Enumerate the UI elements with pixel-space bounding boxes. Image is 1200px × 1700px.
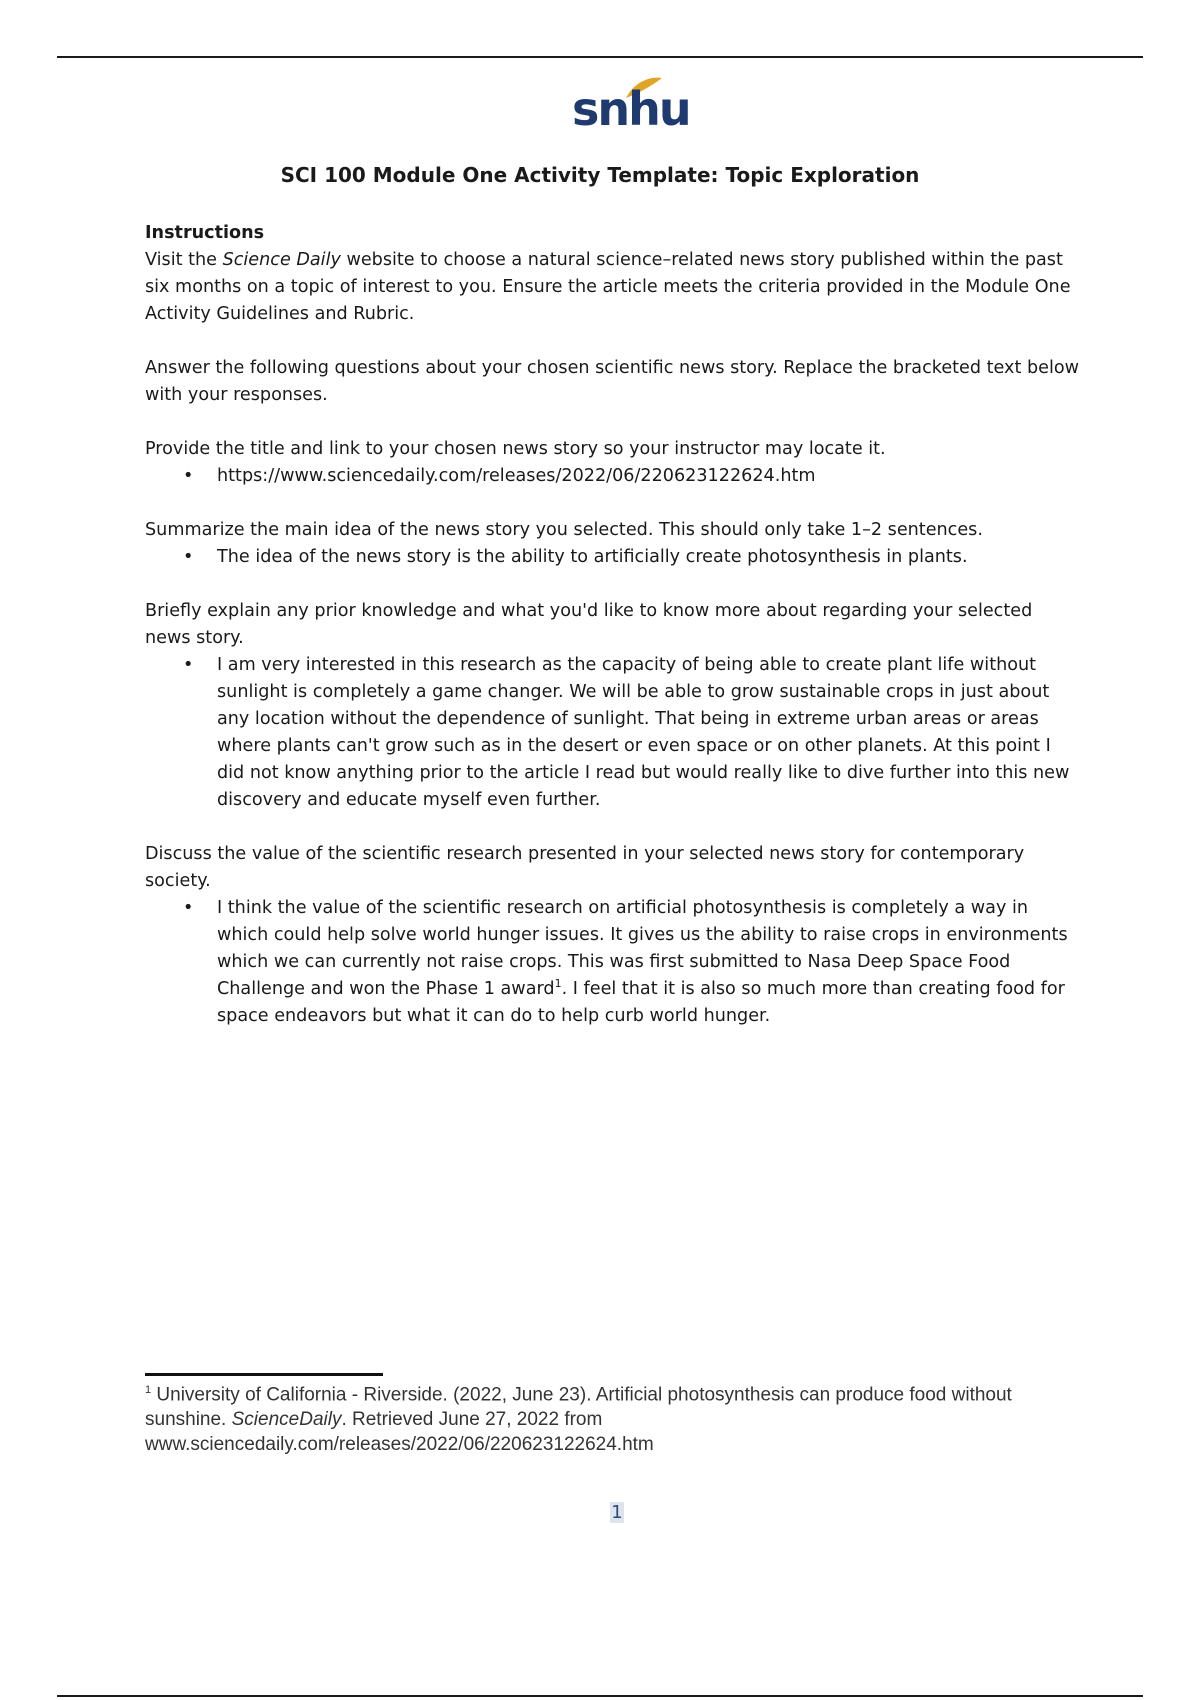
question-4-prompt: Discuss the value of the scientific research presented in your selected news story for contemporary society. (145, 844, 1025, 891)
instructions-paragraph-1: Visit the Science Daily website to choose a natural science–related news story published within the past six months on a topic of interest to you. Ensure the article meets the criteria provided in the Module One Activity Guidelines and Rubric. (145, 250, 1071, 324)
page-title: SCI 100 Module One Activity Template: Topic Exploration (280, 163, 920, 187)
bullet-icon: • (183, 898, 194, 918)
instructions-heading: Instructions (145, 223, 265, 243)
question-3-answer[interactable]: • I am very interested in this research as the capacity of being able to create plant life without sunlight is completely a game changer. We will be able to grow sustainable crops in just about any location without the dependence of sunlight. That being in extreme urban areas or areas where plants can't grow such as in the desert or even space or on other planets. At this point I did not know anything prior to the article I read but would really like to dive further into this new discovery and educate myself even further. (145, 652, 1080, 814)
bullet-icon: • (183, 547, 194, 567)
footer-rule (57, 1695, 1143, 1697)
question-4-answer-list (145, 895, 1080, 1030)
footnote-marker: 1 (145, 1384, 152, 1396)
header-rule (57, 56, 1143, 58)
page-number: 1 (611, 1502, 623, 1523)
question-4-answer[interactable]: • I think the value of the scientific research on artificial photosynthesis is completely a way in which could help solve world hunger issues. It gives us the ability to raise crops in environments which we can currently not raise crops. This was first submitted to Nasa Deep Space Food Challenge and won the Phase 1 award$^1$. I feel that it is also so much more than creating food for space endeavors but what it can do to help curb world hunger. (145, 895, 1080, 1030)
footnote-separator (145, 1373, 383, 1376)
question-3-prompt: Briefly explain any prior knowledge and what you'd like to know more about regarding your selected news story. (145, 601, 1033, 648)
logo-text: snhu (572, 82, 690, 136)
question-1-answer-list (145, 463, 1080, 490)
snhu-logo (568, 76, 690, 140)
science-daily-italic: Science Daily (222, 250, 341, 270)
footnote-italic: ScienceDaily (231, 1409, 342, 1431)
question-1-prompt: Provide the title and link to your chosen news story so your instructor may locate it. (145, 439, 886, 459)
question-3-answer-list (145, 652, 1080, 814)
question-1-answer[interactable]: • https://www.sciencedaily.com/releases/2022/06/220623122624.htm (145, 463, 1080, 490)
question-2-answer[interactable]: • The idea of the news story is the ability to artificially create photosynthesis in plants. (145, 544, 1080, 571)
question-2-prompt: Summarize the main idea of the news story you selected. This should only take 1–2 sentences. (145, 520, 983, 540)
question-2-answer-list (145, 544, 1080, 571)
bullet-icon: • (183, 466, 194, 486)
footnote: $^1$ University of California - Riverside. (2022, June 23). Artificial photosynthesis can produce food without sunshine. ScienceDaily. Retrieved June 27, 2022 from www.sciencedaily.com/releases/2022/06/220623122624.htm (145, 1384, 1012, 1456)
instructions-paragraph-2: Answer the following questions about your chosen scientific news story. Replace the bracketed text below with your responses. (145, 358, 1079, 405)
footnote-reference[interactable]: 1 (554, 977, 562, 991)
document-body (145, 220, 1080, 1030)
bullet-icon: • (183, 655, 194, 675)
